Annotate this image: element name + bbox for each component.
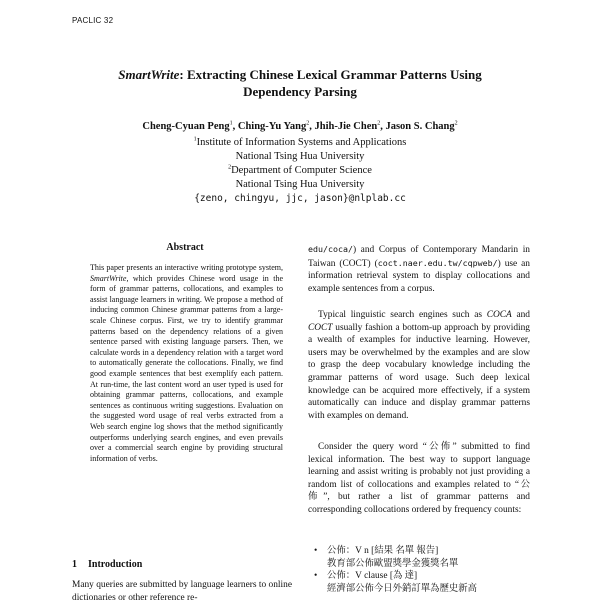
coca-url[interactable]: edu/coca/: [308, 244, 353, 254]
right-paragraph-3: Consider the query word “公佈” submitted to find lexical information. The best way to support language learning and assist writing is probably not just providing a random list of collocations and examples related to “公佈”, but rather a list of grammar patterns and corresponding collocations ordered by frequency counts:: [308, 442, 530, 515]
pattern-text: 公佈：V clause [為 達]: [327, 571, 418, 582]
pattern-example: 經濟部公佈今日外銷訂單為歷史新高: [327, 583, 478, 594]
author-4: Jason S. Chang$^2$: [385, 120, 458, 132]
section-heading-introduction: 1 Introduction: [72, 559, 143, 570]
pattern-list: [314, 545, 534, 595]
university-2: National Tsing Hua University: [235, 179, 365, 190]
right-paragraph-1: edu/coca/) and Corpus of Contemporary Mandarin in Taiwan (COCT) (coct.naer.edu.tw/cqpweb/) use an information retrieval system to display collocations and example sentences from a corpus.: [308, 244, 530, 294]
author-list: [60, 121, 540, 132]
author-3: Jhih-Jie Chen$^2$,: [314, 120, 386, 132]
affiliation-1: $^1$Institute of Information Systems and Applications: [193, 136, 407, 148]
title-line2: Dependency Parsing: [243, 84, 357, 99]
abstract-heading: Abstract: [166, 242, 204, 253]
author-2: Ching-Yu Yang$^2$,: [237, 120, 315, 132]
pattern-example: 教育部公佈歐盟獎學金獲獎名單: [327, 558, 459, 569]
title-system-name: SmartWrite: [118, 67, 180, 82]
pattern-text: 公佈：V n [結果 名單 報告]: [327, 546, 439, 556]
coct-url[interactable]: coct.naer.edu.tw/cqpweb/: [377, 257, 498, 268]
abstract-body: This paper presents an interactive writing prototype system, SmartWrite, which provides Chinese word usage in the form of grammar patterns, collocations, and examples to assist language learners in writing. We propose a method of inducing common Chinese grammar patterns from a large-scale Chinese corpus. First, we try to identify grammar patterns based on the dependency relations of a given sentence parsed with existing language parsers. Then, we calculate words in a dependency relation with a target word to automatically generate the collocations. Finally, we find good example sentences that best exemplify each pattern. At run-time, the last content word an user typed is used for obtaining grammar patterns, collocations, and example sentences as continuous writing suggestions. Evaluation on the suggested word usage of real verbs extracted from a Web search engine log shows that the method significantly outperforms underlying search engines, and even prevails over a commercial search engine by providing structural information of verbs.: [90, 263, 283, 463]
list-item: [314, 545, 534, 570]
university-1: National Tsing Hua University: [235, 151, 365, 162]
conference-label: PACLIC 32: [72, 16, 114, 25]
author-1: Cheng-Cyuan Peng$^1$,: [142, 120, 238, 132]
introduction-paragraph: Many queries are submitted by language learners to online dictionaries or other reference re-: [72, 580, 292, 603]
right-paragraph-2: Typical linguistic search engines such as COCA and COCT usually fashion a bottom-up approach by providing a wealth of examples for inductive learning. However, users may be overwhelmed by the examples and are slow to grasp the deep vocabulary knowledge including the grammar patterns of word usage. Such deep lexical knowledge can be acquired more effectively, if a system automatically can induce and display grammar patterns with examples on demand.: [308, 310, 530, 421]
bullet-icon: •: [314, 571, 318, 582]
paper-title: [60, 66, 540, 100]
title-line1: : Extracting Chinese Lexical Grammar Patterns Using: [179, 67, 482, 82]
author-emails[interactable]: {zeno, chingyu, jjc, jason}@nlplab.cc: [194, 193, 406, 204]
affiliation-2: $^2$Department of Computer Science: [228, 164, 372, 176]
list-item: [314, 570, 534, 595]
bullet-icon: •: [314, 546, 318, 556]
